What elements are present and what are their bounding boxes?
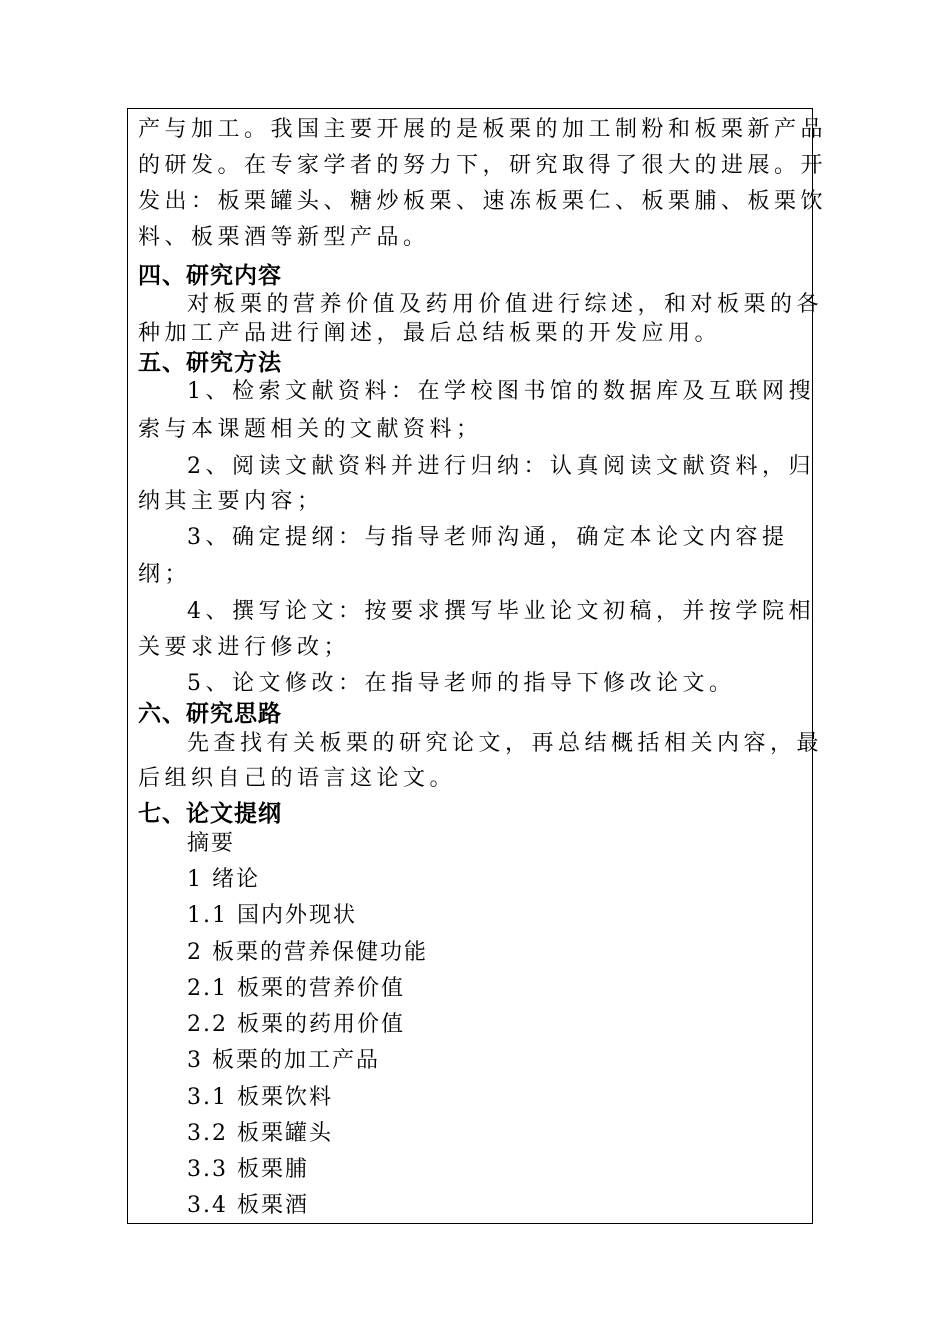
intro-line-4: 料、板栗酒等新型产品。 (138, 225, 430, 250)
intro-line-3: 发出：板栗罐头、糖炒板栗、速冻板栗仁、板栗脯、板栗饮 (138, 189, 828, 214)
method-4-line-2: 关要求进行修改； (138, 635, 351, 660)
outline-item: 1.1 国内外现状 (187, 903, 357, 928)
intro-line-1: 产与加工。我国主要开展的是板栗的加工制粉和板栗新产品 (138, 117, 828, 142)
outline-item: 3.3 板栗脯 (187, 1157, 309, 1182)
method-2-line-1: 2、阅读文献资料并进行归纳：认真阅读文献资料，归 (187, 454, 815, 479)
section-5-heading: 五、研究方法 (138, 350, 282, 376)
method-1-line-2: 索与本课题相关的文献资料； (138, 417, 483, 442)
method-3-line-2: 纲； (138, 562, 192, 587)
outline-item: 2.1 板栗的营养价值 (187, 976, 405, 1001)
section-6-heading: 六、研究思路 (138, 701, 282, 727)
outline-item: 3.1 板栗饮料 (187, 1085, 333, 1110)
section-4-line-2: 种加工产品进行阐述，最后总结板栗的开发应用。 (138, 321, 722, 346)
section-6-line-2: 后组织自己的语言这论文。 (138, 766, 457, 791)
outline-item: 2 板栗的营养保健功能 (187, 940, 428, 965)
outline-item: 3 板栗的加工产品 (187, 1048, 380, 1073)
outline-item: 3.2 板栗罐头 (187, 1121, 333, 1146)
outline-item: 2.2 板栗的药用价值 (187, 1012, 405, 1037)
section-6-line-1: 先查找有关板栗的研究论文，再总结概括相关内容，最 (187, 731, 824, 756)
method-2-line-2: 纳其主要内容； (138, 489, 324, 514)
outline-item: 1 绪论 (187, 867, 260, 892)
method-3-line-1: 3、确定提纲：与指导老师沟通，确定本论文内容提 (187, 525, 789, 550)
intro-line-2: 的研发。在专家学者的努力下，研究取得了很大的进展。开 (138, 153, 828, 178)
outline-item: 3.4 板栗酒 (187, 1193, 309, 1218)
section-7-heading: 七、论文提纲 (138, 801, 282, 827)
outline-item: 摘要 (187, 831, 236, 856)
section-4-heading: 四、研究内容 (138, 263, 282, 289)
method-4-line-1: 4、撰写论文：按要求撰写毕业论文初稿，并按学院相 (187, 599, 815, 624)
section-4-line-1: 对板栗的营养价值及药用价值进行综述，和对板栗的各 (187, 292, 824, 317)
method-1-line-1: 1、检索文献资料：在学校图书馆的数据库及互联网搜 (187, 379, 815, 404)
method-5-line-1: 5、论文修改：在指导老师的指导下修改论文。 (187, 671, 736, 696)
